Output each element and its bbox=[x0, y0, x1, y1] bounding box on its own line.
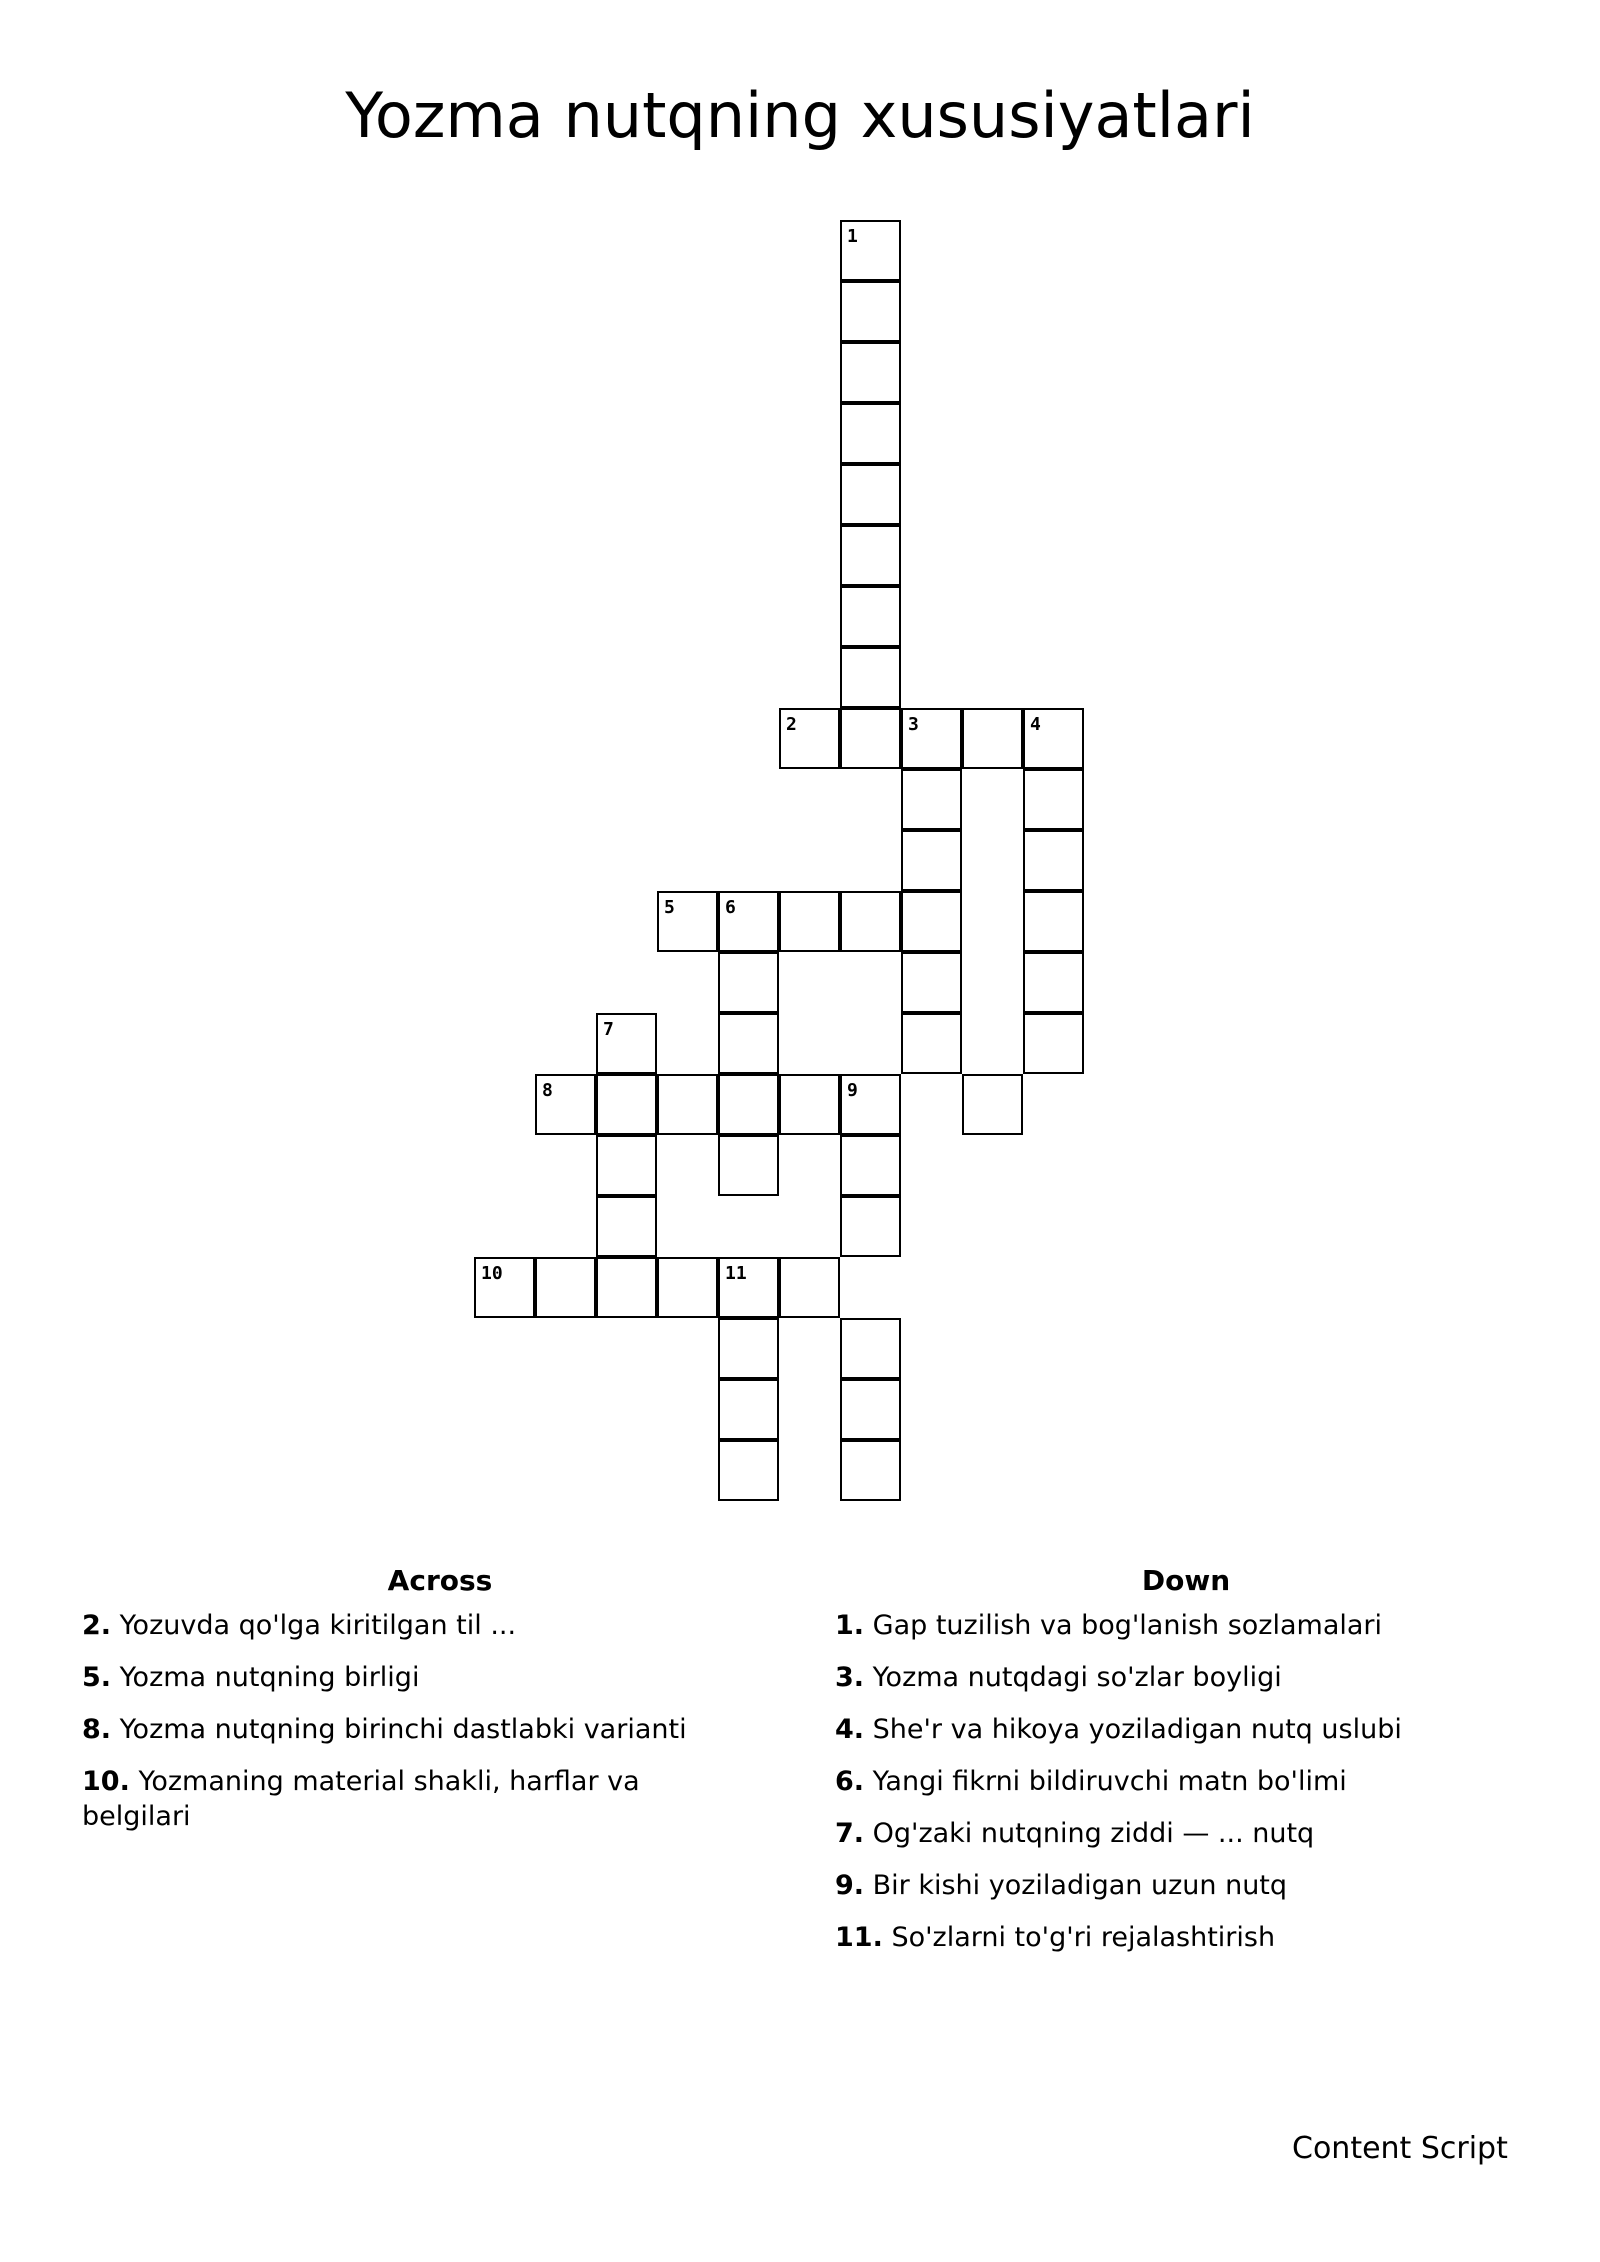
grid-cell[interactable] bbox=[535, 1074, 596, 1135]
clue-text: Yozmaning material shakli, harflar va belgilari bbox=[82, 1766, 640, 1832]
down-clue bbox=[835, 1816, 1555, 1851]
grid-cell[interactable] bbox=[474, 1257, 535, 1318]
grid-cell[interactable] bbox=[840, 1440, 901, 1501]
grid-cell[interactable] bbox=[840, 525, 901, 586]
grid-cell[interactable] bbox=[596, 1013, 657, 1074]
clue-text: She'r va hikoya yoziladigan nutq uslubi bbox=[872, 1714, 1402, 1745]
down-clue bbox=[835, 1660, 1555, 1695]
clue-number-label: 3 bbox=[908, 714, 919, 735]
grid-cell[interactable] bbox=[840, 342, 901, 403]
clue-number-label: 11 bbox=[725, 1263, 747, 1284]
grid-cell[interactable] bbox=[962, 708, 1023, 769]
grid-cell[interactable] bbox=[840, 464, 901, 525]
down-clue bbox=[835, 1712, 1555, 1747]
clue-number-label: 10 bbox=[481, 1263, 503, 1284]
page-title: Yozma nutqning xususiyatlari bbox=[345, 79, 1255, 152]
down-clue bbox=[835, 1764, 1555, 1799]
grid-cell[interactable] bbox=[718, 1257, 779, 1318]
grid-cell[interactable] bbox=[840, 403, 901, 464]
clue-text: Bir kishi yoziladigan uzun nutq bbox=[872, 1870, 1288, 1901]
clue-number: 3. bbox=[835, 1662, 865, 1693]
clue-number-label: 1 bbox=[847, 226, 858, 247]
clue-text: Yozuvda qo'lga kiritilgan til ... bbox=[119, 1610, 517, 1641]
across-clue bbox=[82, 1764, 722, 1834]
grid-cell[interactable] bbox=[779, 891, 840, 952]
clue-text: Yozma nutqning birligi bbox=[119, 1662, 420, 1693]
clue-number: 8. bbox=[82, 1714, 112, 1745]
grid-cell[interactable] bbox=[1023, 708, 1084, 769]
grid-cell[interactable] bbox=[596, 1135, 657, 1196]
clue-number-label: 5 bbox=[664, 897, 675, 918]
grid-cell[interactable] bbox=[1023, 952, 1084, 1013]
grid-cell[interactable] bbox=[535, 1257, 596, 1318]
clue-number-label: 7 bbox=[603, 1019, 614, 1040]
across-clue bbox=[82, 1712, 802, 1747]
grid-cell[interactable] bbox=[840, 891, 901, 952]
grid-cell[interactable] bbox=[1023, 1013, 1084, 1074]
grid-cell[interactable] bbox=[901, 830, 962, 891]
across-clue bbox=[82, 1660, 782, 1695]
clue-number: 11. bbox=[835, 1922, 883, 1953]
clue-number: 9. bbox=[835, 1870, 865, 1901]
grid-cell[interactable] bbox=[596, 1074, 657, 1135]
clue-number: 10. bbox=[82, 1766, 130, 1797]
grid-cell[interactable] bbox=[718, 1379, 779, 1440]
grid-cell[interactable] bbox=[779, 1257, 840, 1318]
grid-cell[interactable] bbox=[840, 647, 901, 708]
clue-number-label: 6 bbox=[725, 897, 736, 918]
clue-number: 1. bbox=[835, 1610, 865, 1641]
clue-text: Yozma nutqning birinchi dastlabki varianti bbox=[119, 1714, 687, 1745]
grid-cell[interactable] bbox=[596, 1257, 657, 1318]
grid-cell[interactable] bbox=[962, 1074, 1023, 1135]
grid-cell[interactable] bbox=[840, 1135, 901, 1196]
grid-cell[interactable] bbox=[840, 708, 901, 769]
grid-cell[interactable] bbox=[901, 952, 962, 1013]
clue-number: 5. bbox=[82, 1662, 112, 1693]
down-clue bbox=[835, 1608, 1555, 1643]
grid-cell[interactable] bbox=[840, 586, 901, 647]
grid-cell[interactable] bbox=[840, 1318, 901, 1379]
grid-cell[interactable] bbox=[901, 1013, 962, 1074]
down-clue bbox=[835, 1920, 1555, 1955]
grid-cell[interactable] bbox=[901, 769, 962, 830]
clue-number-label: 8 bbox=[542, 1080, 553, 1101]
grid-cell[interactable] bbox=[718, 952, 779, 1013]
grid-cell[interactable] bbox=[1023, 830, 1084, 891]
grid-cell[interactable] bbox=[1023, 769, 1084, 830]
down-heading: Down bbox=[1141, 1564, 1231, 1597]
grid-cell[interactable] bbox=[901, 708, 962, 769]
grid-cell[interactable] bbox=[840, 1074, 901, 1135]
grid-cell[interactable] bbox=[901, 891, 962, 952]
grid-cell[interactable] bbox=[840, 1196, 901, 1257]
grid-cell[interactable] bbox=[779, 1074, 840, 1135]
grid-cell[interactable] bbox=[840, 1379, 901, 1440]
clue-text: Og'zaki nutqning ziddi — ... nutq bbox=[872, 1818, 1315, 1849]
grid-cell[interactable] bbox=[718, 1013, 779, 1074]
grid-cell[interactable] bbox=[840, 281, 901, 342]
clue-text: Yozma nutqdagi so'zlar boyligi bbox=[872, 1662, 1282, 1693]
clue-number: 6. bbox=[835, 1766, 865, 1797]
grid-cell[interactable] bbox=[718, 1135, 779, 1196]
clue-text: So'zlarni to'g'ri rejalashtirish bbox=[891, 1922, 1276, 1953]
clue-number-label: 9 bbox=[847, 1080, 858, 1101]
grid-cell[interactable] bbox=[657, 1074, 718, 1135]
clue-text: Gap tuzilish va bog'lanish sozlamalari bbox=[872, 1610, 1383, 1641]
grid-cell[interactable] bbox=[657, 891, 718, 952]
clue-number-label: 4 bbox=[1030, 714, 1041, 735]
grid-cell[interactable] bbox=[718, 1440, 779, 1501]
grid-cell[interactable] bbox=[840, 220, 901, 281]
clue-number: 2. bbox=[82, 1610, 112, 1641]
grid-cell[interactable] bbox=[657, 1257, 718, 1318]
grid-cell[interactable] bbox=[718, 1074, 779, 1135]
clue-text: Yangi fikrni bildiruvchi matn bo'limi bbox=[872, 1766, 1347, 1797]
credit-text: Content Script bbox=[1292, 2131, 1508, 2166]
grid-cell[interactable] bbox=[779, 708, 840, 769]
across-clue bbox=[82, 1608, 782, 1643]
grid-cell[interactable] bbox=[596, 1196, 657, 1257]
clue-number-label: 2 bbox=[786, 714, 797, 735]
grid-cell[interactable] bbox=[718, 891, 779, 952]
down-clue bbox=[835, 1868, 1555, 1903]
grid-cell[interactable] bbox=[1023, 891, 1084, 952]
across-heading: Across bbox=[387, 1564, 493, 1597]
clue-number: 4. bbox=[835, 1714, 865, 1745]
clue-number: 7. bbox=[835, 1818, 865, 1849]
grid-cell[interactable] bbox=[718, 1318, 779, 1379]
